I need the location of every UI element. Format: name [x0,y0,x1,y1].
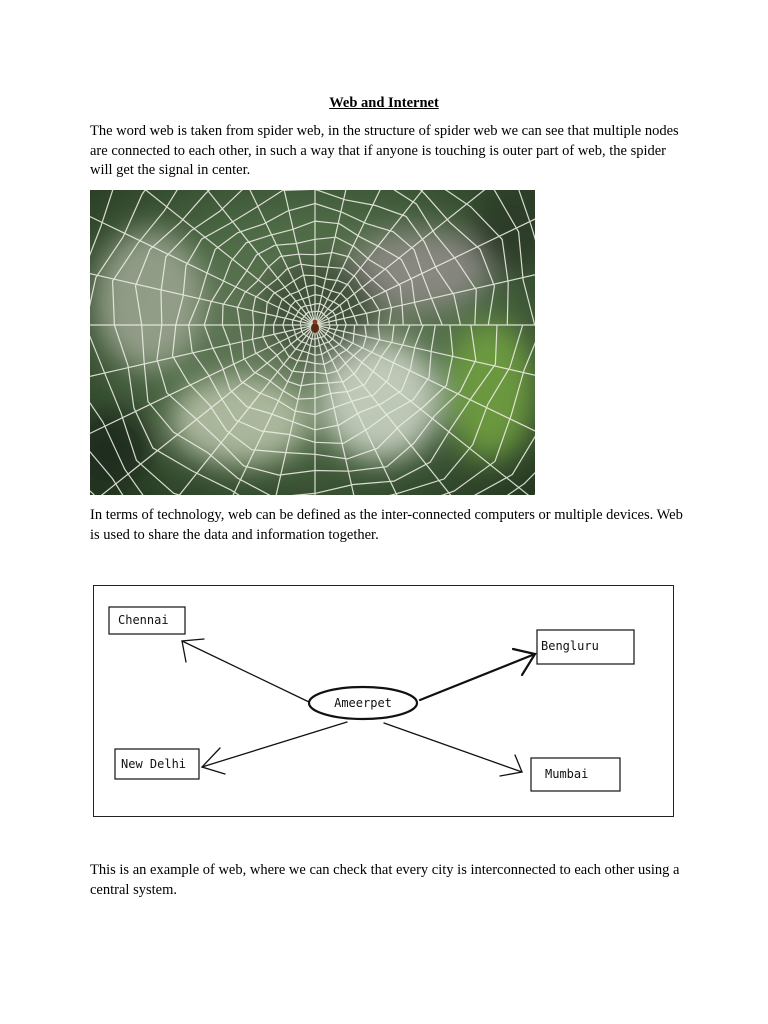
page-title: Web and Internet [329,95,439,111]
network-diagram-canvas [94,586,675,818]
center-node-label: Ameerpet [334,696,392,710]
network-diagram [93,585,674,817]
mumbai-label: Mumbai [545,767,589,781]
new-delhi-label: New Delhi [121,757,187,771]
arrow-to-bengluru [420,654,535,700]
example-paragraph: This is an example of web, where we can check that every city is interconnected to each other using a central system. [90,862,680,898]
spider-web-photo [90,190,535,495]
bengluru-label: Bengluru [541,639,599,653]
spider-web-image [90,190,535,495]
intro-paragraph: The word web is taken from spider web, in the structure of spider web we can see that multiple nodes are connected to each other, in such a way that if anyone is touching is outer part of web, the spider will get the signal in center. [90,123,679,178]
arrow-to-new-delhi [202,722,347,767]
arrow-to-chennai [182,641,309,702]
arrow-to-mumbai [384,723,522,772]
chennai-label: Chennai [118,613,169,627]
technology-paragraph: In terms of technology, web can be defined as the inter-connected computers or multiple devices. Web is used to share the data and information together. [90,507,683,543]
